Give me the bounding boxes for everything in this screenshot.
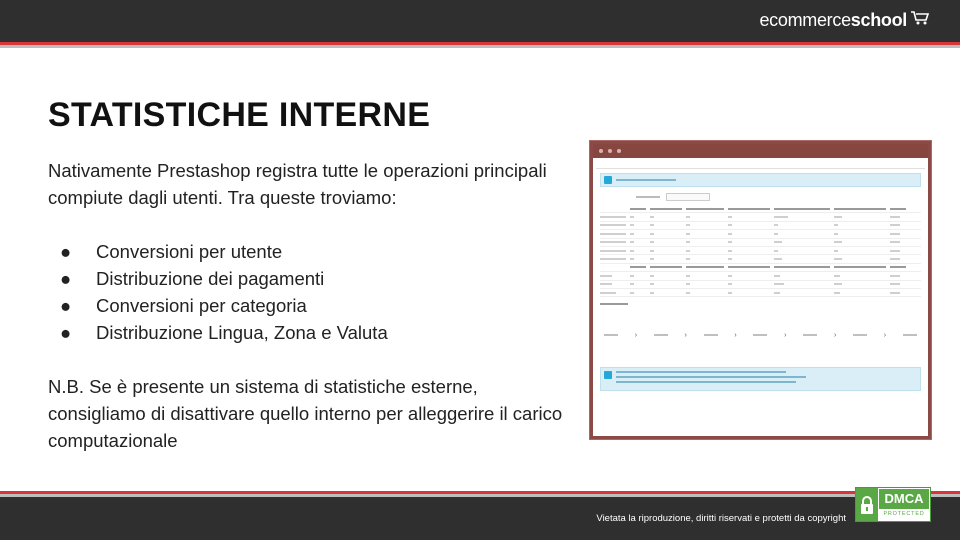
list-item-label: Distribuzione dei pagamenti — [96, 268, 325, 289]
statistics-dashboard-screenshot — [590, 141, 931, 439]
screenshot-info-banner — [600, 173, 921, 187]
screenshot-conversion-heading — [600, 303, 921, 309]
feature-list — [48, 238, 568, 346]
intro-paragraph: Nativamente Prestashop registra tutte le operazioni principali compiute dagli utenti. Tra queste troviamo: — [48, 160, 547, 208]
cart-icon — [910, 10, 930, 31]
list-item — [48, 238, 568, 265]
table-row — [600, 230, 921, 238]
table-row — [600, 272, 921, 280]
screenshot-panel-header — [596, 161, 925, 169]
copyright-notice: Vietata la riproduzione, diritti riservati e protetti da copyright — [596, 513, 846, 524]
chevron-right-icon: › — [734, 331, 737, 339]
chevron-right-icon: › — [883, 331, 887, 339]
question-icon — [604, 176, 612, 184]
table-row — [600, 205, 921, 213]
list-item — [48, 292, 568, 319]
table-row — [600, 281, 921, 289]
table-row — [600, 264, 921, 272]
table-row — [600, 222, 921, 230]
window-dot-icon — [599, 149, 603, 153]
chevron-right-icon: › — [833, 331, 837, 339]
bullet-icon: ● — [60, 322, 72, 343]
screenshot-content — [596, 161, 925, 433]
chevron-right-icon: › — [784, 331, 787, 339]
screenshot-period-selector — [636, 193, 925, 201]
list-item-label: Conversioni per categoria — [96, 295, 307, 316]
screenshot-window-bar — [593, 144, 928, 158]
chevron-right-icon: › — [634, 331, 638, 339]
list-item-label: Distribuzione Lingua, Zona e Valuta — [96, 322, 388, 343]
bullet-icon: ● — [60, 241, 72, 262]
dmca-badge[interactable] — [855, 487, 931, 522]
table-row — [600, 255, 921, 263]
header-bar — [0, 0, 960, 42]
header-gray-stripe — [0, 45, 960, 48]
list-item — [48, 319, 568, 346]
screenshot-conversion-funnel — [600, 315, 921, 355]
dmca-badge-subtitle: PROTECTED — [883, 511, 925, 517]
dmca-badge-title: DMCA — [879, 489, 929, 509]
chevron-right-icon: › — [684, 331, 687, 339]
window-dot-icon — [608, 149, 612, 153]
brand-logo[interactable] — [759, 10, 930, 31]
table-row — [600, 213, 921, 221]
question-icon — [604, 371, 612, 379]
screenshot-footer-banner — [600, 367, 921, 391]
table-row — [600, 289, 921, 297]
lock-icon — [856, 488, 878, 521]
note-paragraph: N.B. Se è presente un sistema di statistiche esterne, consigliamo di disattivare quello interno per alleggerire il carico computazionale — [48, 376, 563, 451]
bullet-icon: ● — [60, 295, 72, 316]
brand-text-part2: school — [850, 10, 907, 30]
table-row — [600, 239, 921, 247]
brand-text-part1: ecommerce — [759, 10, 851, 30]
bullet-icon: ● — [60, 268, 72, 289]
screenshot-stats-table — [600, 205, 921, 297]
window-dot-icon — [617, 149, 621, 153]
list-item — [48, 265, 568, 292]
table-row — [600, 247, 921, 255]
slide-title: STATISTICHE INTERNE — [48, 96, 431, 134]
list-item-label: Conversioni per utente — [96, 241, 283, 262]
